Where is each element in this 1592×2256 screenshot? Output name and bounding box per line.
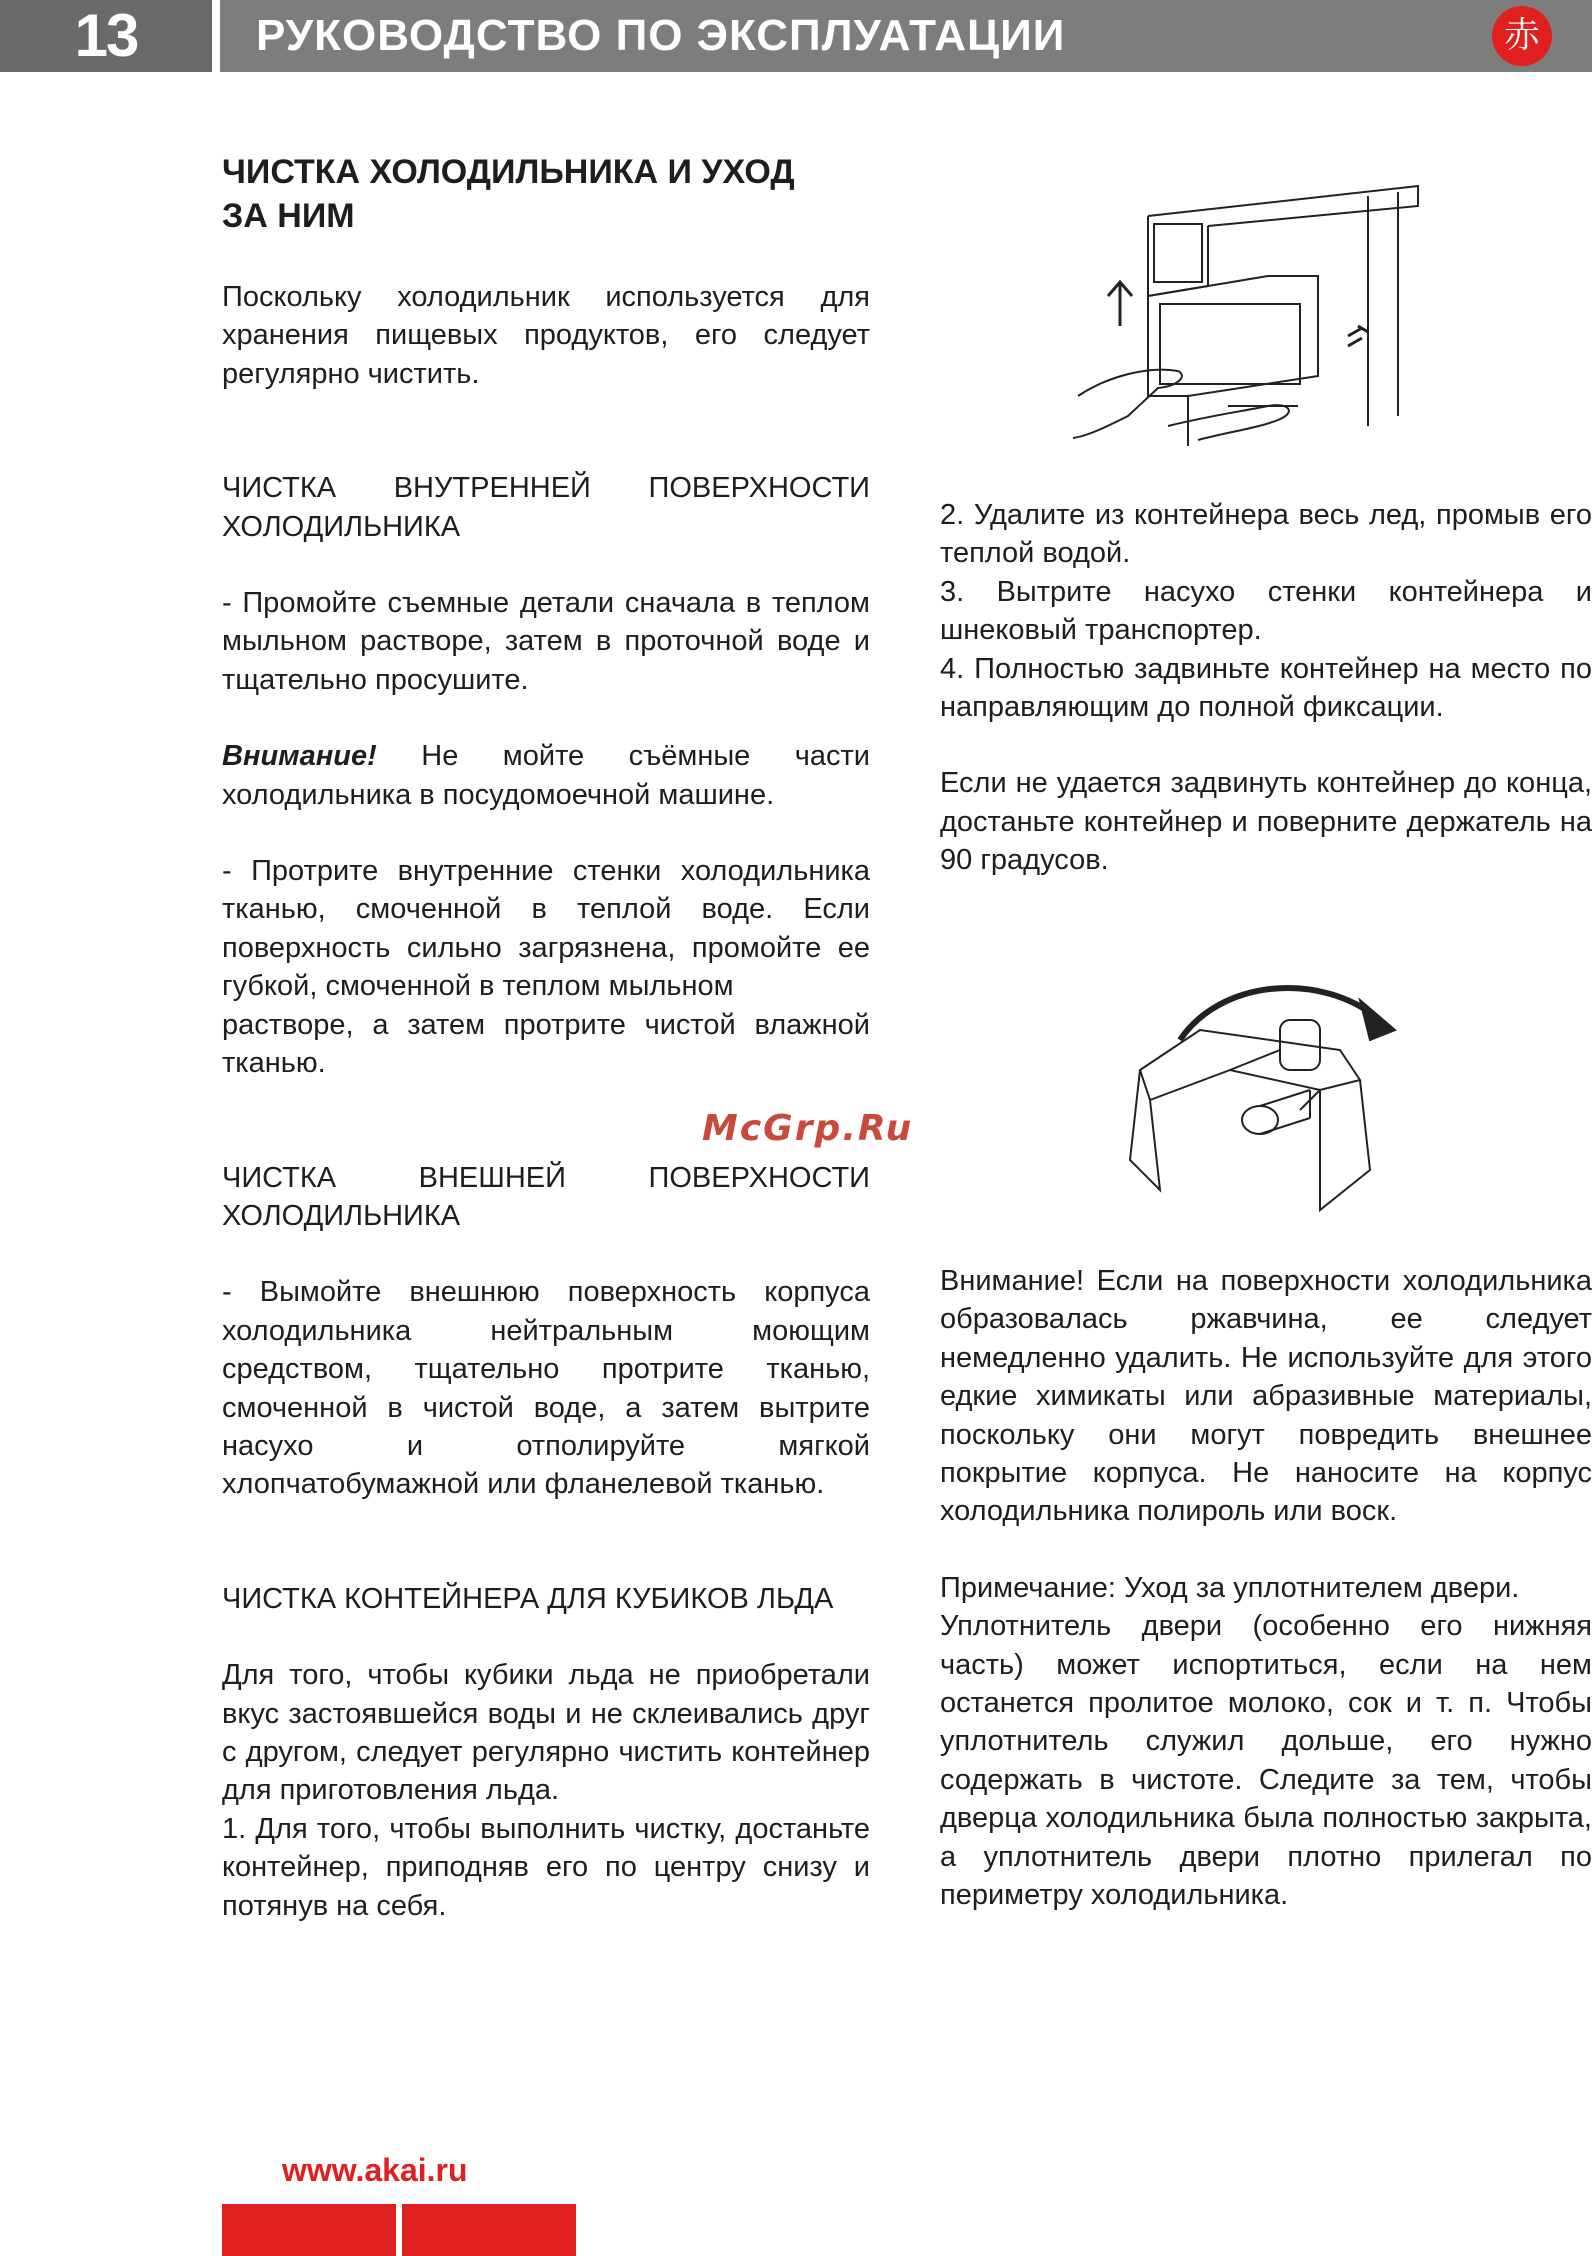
inner-cleaning-step-1: - Промойте съемные детали сначала в теплом мыльном растворе, затем в проточной воде и тщательно просушите. bbox=[222, 587, 870, 696]
left-column bbox=[222, 150, 870, 1925]
warning-paragraph bbox=[222, 737, 870, 814]
footer-accent-block-1 bbox=[222, 2204, 396, 2256]
website-link[interactable]: www.akai.ru bbox=[282, 2152, 468, 2188]
inner-cleaning-step-2a: - Протрите внутренние стенки холодильника тканью, смоченной в теплой воде. Если поверхность сильно загрязнена, промойте ее губкой, смоченной в теплом мыльном bbox=[222, 855, 870, 1003]
outer-cleaning-heading: ЧИСТКА ВНЕШНЕЙ ПОВЕРХНОСТИ ХОЛОДИЛЬНИКА bbox=[222, 1161, 870, 1232]
intro-paragraph: Поскольку холодильник используется для хранения пищевых продуктов, его следует регулярно чистить. bbox=[222, 281, 870, 390]
page-number: 13 bbox=[0, 0, 212, 72]
watermark: McGrp.Ru bbox=[702, 1108, 914, 1149]
inner-cleaning-step-2b: растворе, а затем протрите чистой влажной тканью. bbox=[222, 1008, 870, 1080]
manual-title: РУКОВОДСТВО ПО ЭКСПЛУАТАЦИИ bbox=[256, 11, 1066, 60]
holder-rotation-note: Если не удается задвинуть контейнер до конца, достаньте контейнер и поверните держатель на 90 градусов. bbox=[940, 767, 1592, 877]
akai-logo-icon: 赤 bbox=[1492, 6, 1552, 66]
ice-container-step-3: 3. Вытрите насухо стенки контейнера и шнековый транспортер. bbox=[940, 575, 1592, 647]
warning-text: Не мойте съёмные части холодильника в посудомоечной машине. bbox=[222, 740, 870, 811]
warning-label: Внимание! bbox=[222, 740, 377, 773]
right-column bbox=[940, 496, 1592, 880]
ice-container-step-2: 2. Удалите из контейнера весь лед, промыв его теплой водой. bbox=[940, 499, 1592, 570]
rust-warning-paragraph: Внимание! Если на поверхности холодильника образовалась ржавчина, ее следует немедленно удалить. Не используйте для этого едкие химикаты или абразивные материалы, поскольку они могут повредить внешнее покрытие корпуса. Не наносите на корпус холодильника полироль или воск. bbox=[940, 1265, 1592, 1528]
holder-rotation-illustration bbox=[1120, 960, 1400, 1220]
section-heading-line-2: ЗА НИМ bbox=[222, 197, 355, 235]
right-column-lower bbox=[940, 1262, 1592, 1915]
ice-container-step-1: 1. Для того, чтобы выполнить чистку, достаньте контейнер, приподняв его по центру снизу и потянув на себя. bbox=[222, 1812, 870, 1922]
seal-note-title: Примечание: Уход за уплотнителем двери. bbox=[940, 1571, 1520, 1604]
ice-container-step-4: 4. Полностью задвиньте контейнер на место по направляющим до полной фиксации. bbox=[940, 652, 1592, 724]
header-bar bbox=[220, 0, 1592, 72]
ice-container-removal-illustration bbox=[1068, 176, 1428, 458]
footer-accent-block-2 bbox=[402, 2204, 576, 2256]
section-heading-line-1: ЧИСТКА ХОЛОДИЛЬНИКА И УХОД bbox=[222, 153, 795, 191]
seal-note-paragraph: Уплотнитель двери (особенно его нижняя часть) может испортиться, если на нем останется пролитое молоко, сок и т. п. Чтобы уплотнитель служил дольше, его нужно содержать в чистоте. Следите за тем, чтобы дверца холодильника была полностью закрыта, а уплотнитель двери плотно прилегал по периметру холодильника. bbox=[940, 1610, 1592, 1912]
inner-cleaning-heading: ЧИСТКА ВНУТРЕННЕЙ ПОВЕРХНОСТИ ХОЛОДИЛЬНИКА bbox=[222, 472, 870, 543]
ice-container-paragraph: Для того, чтобы кубики льда не приобретали вкус застоявшейся воды и не склеивались друг с другом, следует регулярно чистить контейнер для приготовления льда. bbox=[222, 1659, 870, 1807]
ice-container-heading: ЧИСТКА КОНТЕЙНЕРА ДЛЯ КУБИКОВ ЛЬДА bbox=[222, 1582, 834, 1615]
outer-cleaning-paragraph: - Вымойте внешнюю поверхность корпуса холодильника нейтральным моющим средством, тщательно протрите тканью, смоченной в чистой воде, а затем вытрите насухо и отполируйте мягкой хлопчатобумажной или фланелевой тканью. bbox=[222, 1276, 870, 1501]
